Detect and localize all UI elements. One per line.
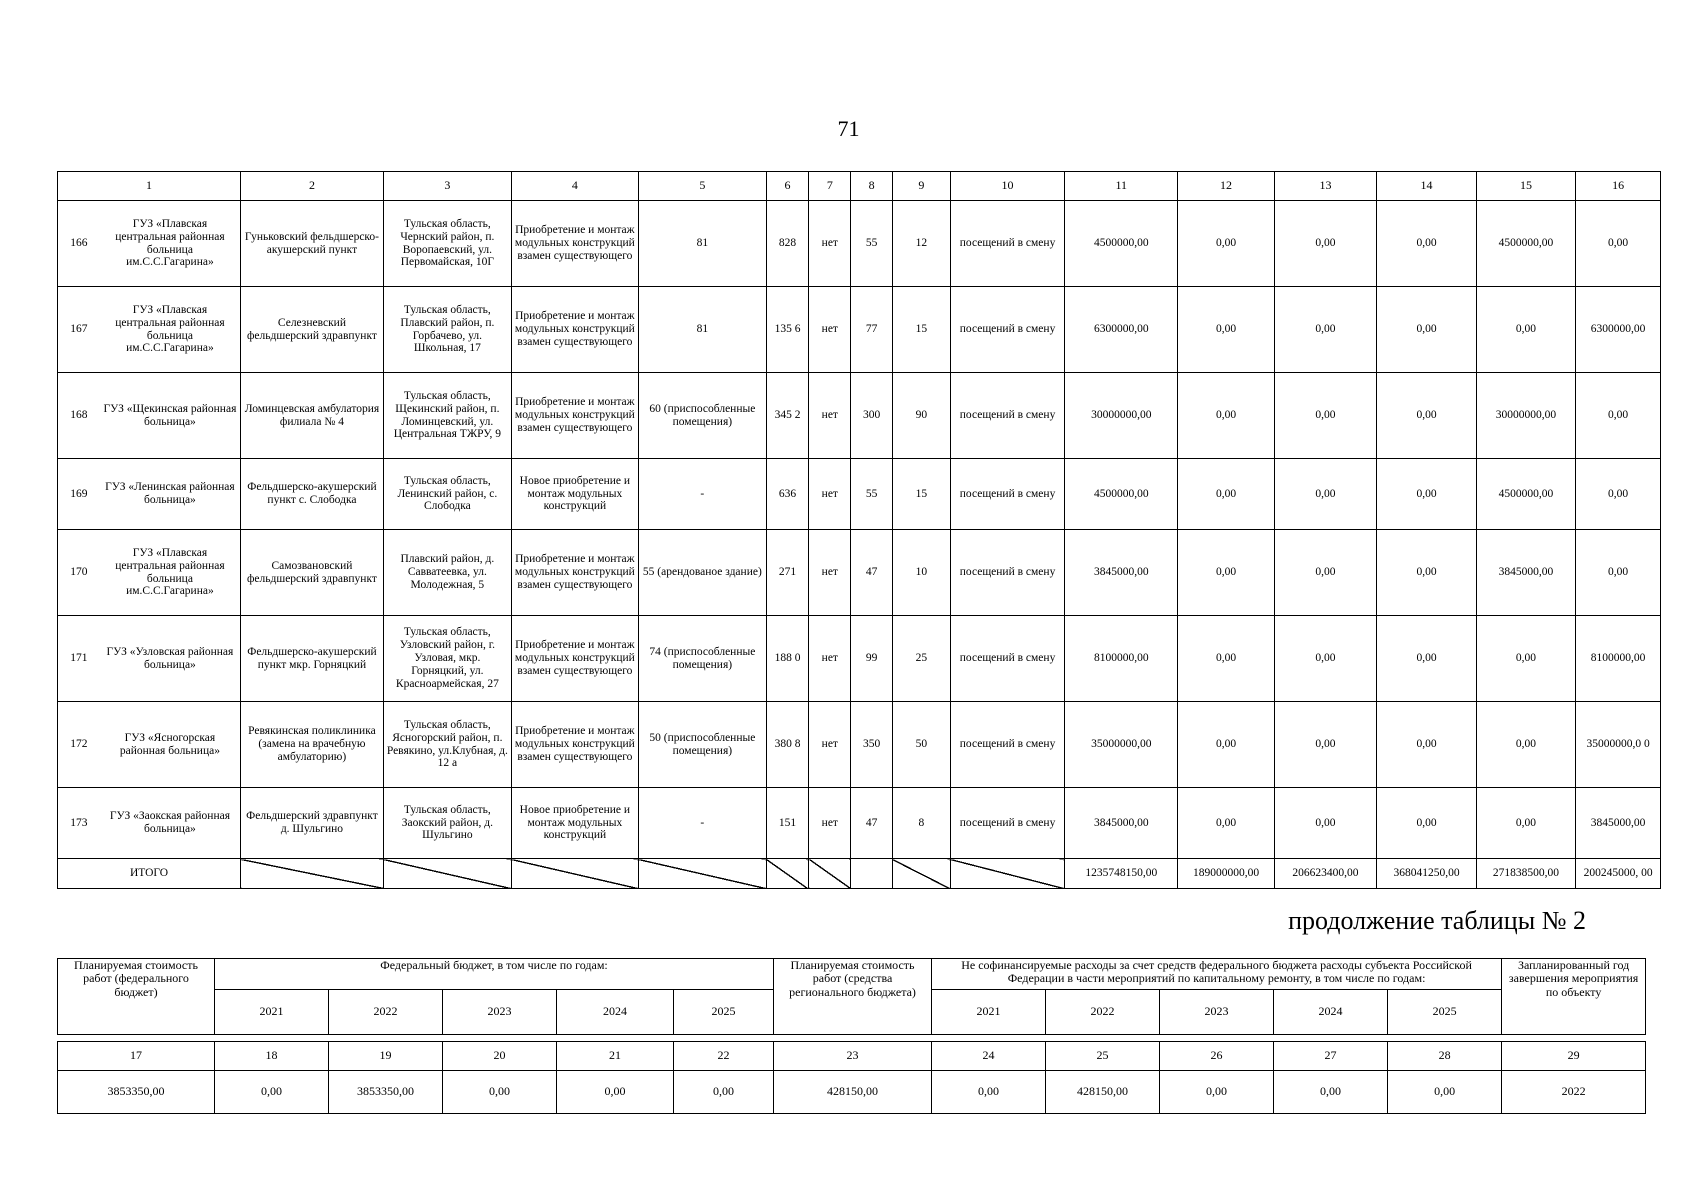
flag: нет bbox=[809, 788, 851, 859]
empty-cell bbox=[851, 859, 892, 889]
amount: 35000000,0 0 bbox=[1576, 702, 1661, 788]
header-cell: 2 bbox=[241, 172, 384, 201]
amount: 30000000,00 bbox=[1476, 373, 1575, 459]
amount: 0,00 bbox=[1274, 459, 1377, 530]
header-cell: 3 bbox=[383, 172, 511, 201]
amount: 0,00 bbox=[1178, 702, 1274, 788]
year-header: 2021 bbox=[932, 990, 1046, 1035]
unit: посещений в смену bbox=[950, 530, 1064, 616]
flag: нет bbox=[809, 287, 851, 373]
flag: нет bbox=[809, 373, 851, 459]
col-9: 10 bbox=[892, 530, 950, 616]
amount: 4500000,00 bbox=[1065, 459, 1178, 530]
year-header: 2024 bbox=[1274, 990, 1388, 1035]
table-row bbox=[58, 702, 1661, 788]
current-area: 81 bbox=[638, 201, 766, 287]
total-amount: 189000000,00 bbox=[1178, 859, 1274, 889]
institution: ГУЗ «Плавская центральная районная больница им.С.С.Гагарина» bbox=[100, 287, 241, 373]
amount: 6300000,00 bbox=[1065, 287, 1178, 373]
amount: 0,00 bbox=[1377, 373, 1476, 459]
address: Тульская область, Щекинский район, п. Ломинцевский, ул. Центральная ТЖРУ, 9 bbox=[383, 373, 511, 459]
amount: 0,00 bbox=[1576, 459, 1661, 530]
total-amount: 1235748150,00 bbox=[1065, 859, 1178, 889]
col-9: 8 bbox=[892, 788, 950, 859]
current-area: 50 (приспособленные помещения) bbox=[638, 702, 766, 788]
table-row bbox=[58, 201, 1661, 287]
unit: посещений в смену bbox=[950, 702, 1064, 788]
year-header: 2023 bbox=[1160, 990, 1274, 1035]
amount: 0,00 bbox=[1274, 287, 1377, 373]
unit: посещений в смену bbox=[950, 373, 1064, 459]
institution: ГУЗ «Плавская центральная районная больница им.С.С.Гагарина» bbox=[100, 201, 241, 287]
address: Тульская область, Чернский район, п. Воропаевский, ул. Первомайская, 10Г bbox=[383, 201, 511, 287]
value-cell: 0,00 bbox=[932, 1071, 1046, 1114]
unit: посещений в смену bbox=[950, 201, 1064, 287]
header-cell: 5 bbox=[638, 172, 766, 201]
amount: 0,00 bbox=[1377, 459, 1476, 530]
amount: 0,00 bbox=[1476, 616, 1575, 702]
year-header: 2021 bbox=[215, 990, 329, 1035]
unit: посещений в смену bbox=[950, 459, 1064, 530]
col-8: 47 bbox=[851, 530, 892, 616]
column-number: 22 bbox=[674, 1042, 774, 1071]
flag: нет bbox=[809, 530, 851, 616]
amount: 0,00 bbox=[1178, 459, 1274, 530]
column-number: 29 bbox=[1502, 1042, 1646, 1071]
amount: 0,00 bbox=[1274, 530, 1377, 616]
work-type: Приобретение и монтаж модульных конструкций взамен существующего bbox=[511, 201, 638, 287]
col-9: 15 bbox=[892, 459, 950, 530]
population: 828 bbox=[766, 201, 808, 287]
facility: Ломинцевская амбулатория филиала № 4 bbox=[241, 373, 384, 459]
table-row bbox=[58, 287, 1661, 373]
table-row bbox=[58, 616, 1661, 702]
amount: 0,00 bbox=[1274, 616, 1377, 702]
population: 380 8 bbox=[766, 702, 808, 788]
amount: 0,00 bbox=[1274, 373, 1377, 459]
current-area: 60 (приспособленные помещения) bbox=[638, 373, 766, 459]
column-number: 18 bbox=[215, 1042, 329, 1071]
address: Тульская область, Ясногорский район, п. Ревякино, ул.Клубная, д. 12 а bbox=[383, 702, 511, 788]
amount: 0,00 bbox=[1178, 616, 1274, 702]
empty-cell bbox=[383, 859, 511, 889]
row-number: 166 bbox=[58, 201, 100, 287]
column-number: 24 bbox=[932, 1042, 1046, 1071]
header-cell: 1 bbox=[58, 172, 241, 201]
work-type: Новое приобретение и монтаж модульных конструкций bbox=[511, 459, 638, 530]
current-area: 81 bbox=[638, 287, 766, 373]
facility: Фельдшерско-акушерский пункт мкр. Горняцкий bbox=[241, 616, 384, 702]
empty-cell bbox=[511, 859, 638, 889]
row-number: 169 bbox=[58, 459, 100, 530]
value-cell: 428150,00 bbox=[1046, 1071, 1160, 1114]
value-cell: 0,00 bbox=[557, 1071, 674, 1114]
column-number: 19 bbox=[329, 1042, 443, 1071]
empty-cell bbox=[766, 859, 808, 889]
flag: нет bbox=[809, 702, 851, 788]
amount: 0,00 bbox=[1178, 530, 1274, 616]
header-cell: 16 bbox=[1576, 172, 1661, 201]
column-number: 23 bbox=[774, 1042, 932, 1071]
value-cell: 0,00 bbox=[674, 1071, 774, 1114]
year-header: 2025 bbox=[674, 990, 774, 1035]
current-area: - bbox=[638, 459, 766, 530]
col-8: 55 bbox=[851, 201, 892, 287]
value-cell: 0,00 bbox=[1160, 1071, 1274, 1114]
facility: Гуньковский фельдшерско-акушерский пункт bbox=[241, 201, 384, 287]
address: Тульская область, Ленинский район, с. Слободка bbox=[383, 459, 511, 530]
col-9: 50 bbox=[892, 702, 950, 788]
spacer-row bbox=[58, 1035, 1646, 1042]
empty-cell bbox=[950, 859, 1064, 889]
amount: 35000000,00 bbox=[1065, 702, 1178, 788]
amount: 0,00 bbox=[1377, 530, 1476, 616]
header-cell: 13 bbox=[1274, 172, 1377, 201]
page-number: 71 bbox=[837, 116, 860, 141]
col-8: 300 bbox=[851, 373, 892, 459]
amount: 0,00 bbox=[1178, 287, 1274, 373]
value-cell: 2022 bbox=[1502, 1071, 1646, 1114]
row-number: 167 bbox=[58, 287, 100, 373]
work-type: Приобретение и монтаж модульных конструкций взамен существующего bbox=[511, 530, 638, 616]
header-cell: 4 bbox=[511, 172, 638, 201]
flag: нет bbox=[809, 201, 851, 287]
amount: 0,00 bbox=[1178, 201, 1274, 287]
population: 345 2 bbox=[766, 373, 808, 459]
column-number: 28 bbox=[1388, 1042, 1502, 1071]
empty-cell bbox=[241, 859, 384, 889]
population: 636 bbox=[766, 459, 808, 530]
amount: 0,00 bbox=[1576, 201, 1661, 287]
year-header: 2024 bbox=[557, 990, 674, 1035]
main-table-header-row bbox=[58, 172, 1661, 201]
continuation-table bbox=[57, 958, 1646, 1114]
amount: 0,00 bbox=[1178, 788, 1274, 859]
value-cell: 3853350,00 bbox=[58, 1071, 215, 1114]
planned-federal-header: Планируемая стоимость работ (федерального бюджет) bbox=[58, 959, 215, 1035]
work-type: Приобретение и монтаж модульных конструкций взамен существующего bbox=[511, 702, 638, 788]
value-cell: 0,00 bbox=[443, 1071, 557, 1114]
total-row bbox=[58, 859, 1661, 889]
row-number: 172 bbox=[58, 702, 100, 788]
population: 151 bbox=[766, 788, 808, 859]
institution: ГУЗ «Узловская районная больница» bbox=[100, 616, 241, 702]
table-row bbox=[58, 459, 1661, 530]
year-header: 2022 bbox=[329, 990, 443, 1035]
population: 188 0 bbox=[766, 616, 808, 702]
amount: 4500000,00 bbox=[1476, 459, 1575, 530]
column-number: 20 bbox=[443, 1042, 557, 1071]
work-type: Приобретение и монтаж модульных конструкций взамен существующего bbox=[511, 616, 638, 702]
col-9: 90 bbox=[892, 373, 950, 459]
column-number: 27 bbox=[1274, 1042, 1388, 1071]
amount: 0,00 bbox=[1377, 201, 1476, 287]
work-type: Приобретение и монтаж модульных конструкций взамен существующего bbox=[511, 287, 638, 373]
amount: 0,00 bbox=[1576, 373, 1661, 459]
amount: 0,00 bbox=[1576, 530, 1661, 616]
year-header: 2022 bbox=[1046, 990, 1160, 1035]
header-cell: 6 bbox=[766, 172, 808, 201]
amount: 6300000,00 bbox=[1576, 287, 1661, 373]
col-8: 55 bbox=[851, 459, 892, 530]
total-label: ИТОГО bbox=[58, 859, 241, 889]
table-row bbox=[58, 530, 1661, 616]
amount: 4500000,00 bbox=[1065, 201, 1178, 287]
current-area: - bbox=[638, 788, 766, 859]
amount: 8100000,00 bbox=[1065, 616, 1178, 702]
institution: ГУЗ «Ленинская районная больница» bbox=[100, 459, 241, 530]
col-8: 47 bbox=[851, 788, 892, 859]
amount: 3845000,00 bbox=[1576, 788, 1661, 859]
empty-cell bbox=[809, 859, 851, 889]
value-cell: 0,00 bbox=[1274, 1071, 1388, 1114]
unit: посещений в смену bbox=[950, 788, 1064, 859]
header-cell: 9 bbox=[892, 172, 950, 201]
address: Плавский район, д. Савватеевка, ул. Молодежная, 5 bbox=[383, 530, 511, 616]
facility: Ревякинская поликлиника (замена на врачебную амбулаторию) bbox=[241, 702, 384, 788]
institution: ГУЗ «Плавская центральная районная больница им.С.С.Гагарина» bbox=[100, 530, 241, 616]
current-area: 55 (арендованое здание) bbox=[638, 530, 766, 616]
total-amount: 368041250,00 bbox=[1377, 859, 1476, 889]
table-caption: продолжение таблицы № 2 bbox=[1288, 906, 1586, 935]
value-cell: 0,00 bbox=[215, 1071, 329, 1114]
row-number: 170 bbox=[58, 530, 100, 616]
population: 135 6 bbox=[766, 287, 808, 373]
amount: 3845000,00 bbox=[1065, 788, 1178, 859]
facility: Самозвановский фельдшерский здравпункт bbox=[241, 530, 384, 616]
work-type: Приобретение и монтаж модульных конструкций взамен существующего bbox=[511, 373, 638, 459]
total-amount: 200245000, 00 bbox=[1576, 859, 1661, 889]
unit: посещений в смену bbox=[950, 616, 1064, 702]
institution: ГУЗ «Заокская районная больница» bbox=[100, 788, 241, 859]
value-cell: 0,00 bbox=[1388, 1071, 1502, 1114]
current-area: 74 (приспособленные помещения) bbox=[638, 616, 766, 702]
address: Тульская область, Плавский район, п. Горбачево, ул. Школьная, 17 bbox=[383, 287, 511, 373]
column-number: 17 bbox=[58, 1042, 215, 1071]
col-8: 350 bbox=[851, 702, 892, 788]
values-row bbox=[58, 1071, 1646, 1114]
amount: 0,00 bbox=[1476, 788, 1575, 859]
facility: Фельдшерско-акушерский пункт с. Слободка bbox=[241, 459, 384, 530]
main-table bbox=[57, 171, 1661, 889]
total-amount: 206623400,00 bbox=[1274, 859, 1377, 889]
amount: 0,00 bbox=[1476, 287, 1575, 373]
address: Тульская область, Узловский район, г. Узловая, мкр. Горняцкий, ул. Красноармейская, 27 bbox=[383, 616, 511, 702]
address: Тульская область, Заокский район, д. Шульгино bbox=[383, 788, 511, 859]
col-9: 25 bbox=[892, 616, 950, 702]
planned-regional-header: Планируемая стоимость работ (средства регионального бюджета) bbox=[774, 959, 932, 1035]
amount: 0,00 bbox=[1274, 788, 1377, 859]
unit: посещений в смену bbox=[950, 287, 1064, 373]
column-number: 25 bbox=[1046, 1042, 1160, 1071]
amount: 0,00 bbox=[1377, 788, 1476, 859]
work-type: Новое приобретение и монтаж модульных конструкций bbox=[511, 788, 638, 859]
amount: 0,00 bbox=[1274, 702, 1377, 788]
value-cell: 428150,00 bbox=[774, 1071, 932, 1114]
completion-year-header: Запланированный год завершения мероприятия по объекту bbox=[1502, 959, 1646, 1035]
institution: ГУЗ «Щекинская районная больница» bbox=[100, 373, 241, 459]
row-number: 171 bbox=[58, 616, 100, 702]
header-cell: 15 bbox=[1476, 172, 1575, 201]
facility: Селезневский фельдшерский здравпункт bbox=[241, 287, 384, 373]
header-cell: 12 bbox=[1178, 172, 1274, 201]
population: 271 bbox=[766, 530, 808, 616]
amount: 4500000,00 bbox=[1476, 201, 1575, 287]
column-number-row bbox=[58, 1042, 1646, 1071]
col-9: 15 bbox=[892, 287, 950, 373]
table-row bbox=[58, 373, 1661, 459]
non-cofinanced-header: Не софинансируемые расходы за счет средств федерального бюджета расходы субъекта Российской Федерации в части мероприятий по капитальному ремонту, в том числе по годам: bbox=[932, 959, 1502, 990]
amount: 0,00 bbox=[1274, 201, 1377, 287]
amount: 30000000,00 bbox=[1065, 373, 1178, 459]
column-number: 26 bbox=[1160, 1042, 1274, 1071]
spacer bbox=[58, 1035, 1646, 1042]
header-cell: 8 bbox=[851, 172, 892, 201]
amount: 0,00 bbox=[1377, 616, 1476, 702]
amount: 0,00 bbox=[1178, 373, 1274, 459]
continuation-header-row bbox=[58, 959, 1646, 990]
amount: 3845000,00 bbox=[1476, 530, 1575, 616]
col-9: 12 bbox=[892, 201, 950, 287]
flag: нет bbox=[809, 459, 851, 530]
value-cell: 3853350,00 bbox=[329, 1071, 443, 1114]
federal-years-header: Федеральный бюджет, в том числе по годам: bbox=[215, 959, 774, 990]
amount: 0,00 bbox=[1476, 702, 1575, 788]
institution: ГУЗ «Ясногорская районная больница» bbox=[100, 702, 241, 788]
col-8: 77 bbox=[851, 287, 892, 373]
table-row bbox=[58, 788, 1661, 859]
empty-cell bbox=[892, 859, 950, 889]
amount: 0,00 bbox=[1377, 287, 1476, 373]
year-header: 2025 bbox=[1388, 990, 1502, 1035]
year-header: 2023 bbox=[443, 990, 557, 1035]
column-number: 21 bbox=[557, 1042, 674, 1071]
header-cell: 11 bbox=[1065, 172, 1178, 201]
col-8: 99 bbox=[851, 616, 892, 702]
row-number: 168 bbox=[58, 373, 100, 459]
header-cell: 7 bbox=[809, 172, 851, 201]
flag: нет bbox=[809, 616, 851, 702]
row-number: 173 bbox=[58, 788, 100, 859]
empty-cell bbox=[638, 859, 766, 889]
header-cell: 10 bbox=[950, 172, 1064, 201]
amount: 0,00 bbox=[1377, 702, 1476, 788]
amount: 3845000,00 bbox=[1065, 530, 1178, 616]
amount: 8100000,00 bbox=[1576, 616, 1661, 702]
header-cell: 14 bbox=[1377, 172, 1476, 201]
total-amount: 271838500,00 bbox=[1476, 859, 1575, 889]
facility: Фельдшерский здравпункт д. Шульгино bbox=[241, 788, 384, 859]
